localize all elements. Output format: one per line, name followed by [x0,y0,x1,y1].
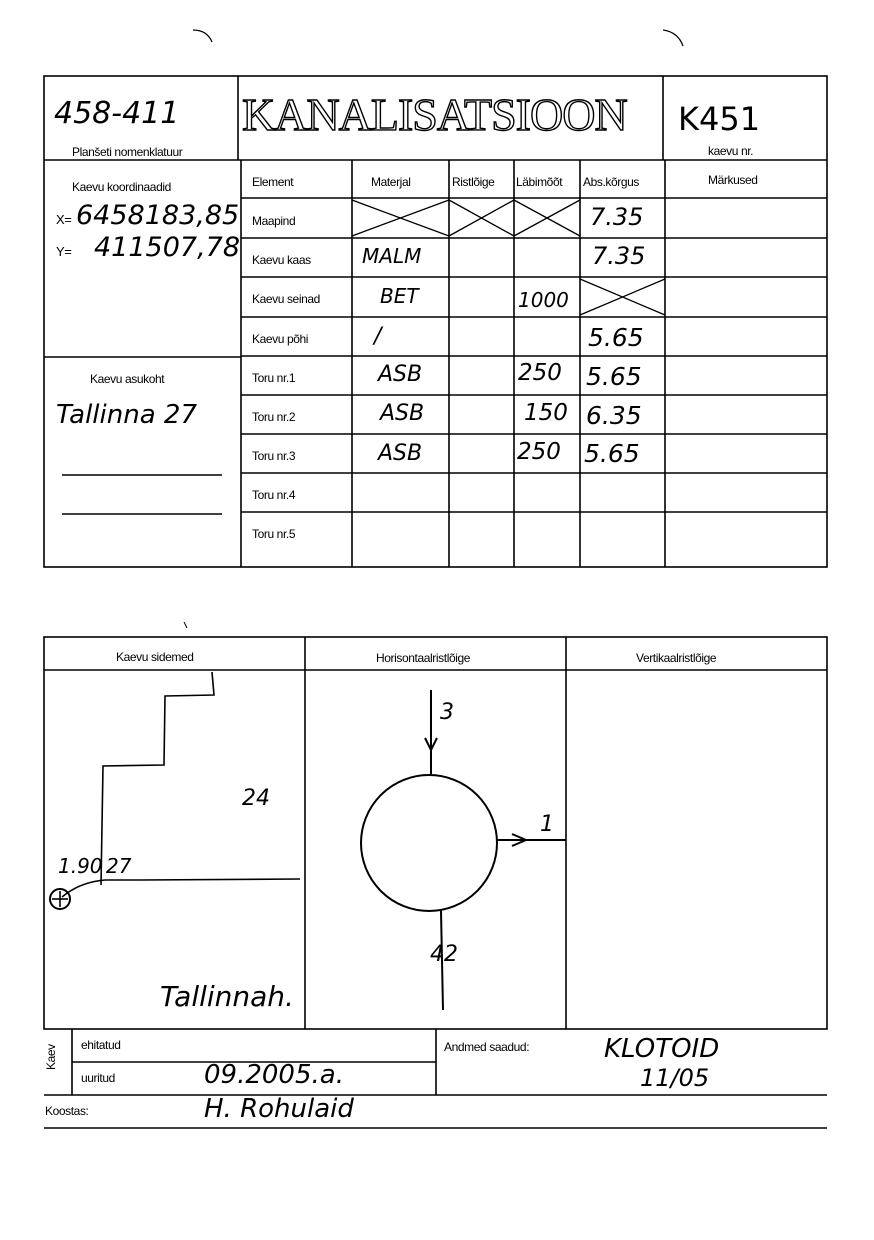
location-value: Tallinna 27 [56,400,197,430]
table-row: Toru nr.2 [252,410,296,424]
table-row: Toru nr.1 [252,371,296,385]
height-value: 5.65 [584,439,640,468]
plan-number: 458-411 [54,96,180,131]
address-number-label: 27 [106,854,132,878]
diameter-value: 250 [518,360,562,386]
table-row: Maapind [252,214,296,228]
well-side-label: Kaev [44,1044,58,1070]
material-value: / [374,324,382,349]
table-row: Kaevu kaas [252,253,311,267]
x-coordinate-value: 6458183,85 [76,200,240,231]
street-name-label: Tallinnah. [160,980,294,1013]
compiled-label: Koostas: [45,1104,89,1118]
diameter-value: 250 [517,439,561,465]
vertical-section-label: Vertikaalristlõige [636,651,717,665]
diameter-value: 1000 [518,288,569,312]
well-number: K451 [678,100,761,138]
header-element: Element [252,175,294,189]
built-label: ehitatud [81,1038,121,1052]
material-value: ASB [378,441,423,466]
height-value: 6.35 [586,401,642,430]
height-value: 7.35 [590,203,644,231]
height-value: 5.65 [588,323,644,352]
data-received-label: Andmed saadud: [444,1040,530,1054]
x-prefix: X= [56,212,72,227]
form-title: KANALISATSIOON [242,89,627,140]
material-value: BET [380,284,419,308]
table-row: Toru nr.5 [252,527,296,541]
compiled-value: H. Rohulaid [204,1094,354,1124]
depth-label: 1.90 [58,854,103,878]
data-date-value: 11/05 [640,1064,710,1092]
material-value: ASB [380,401,425,426]
header-abs-height: Abs.kõrgus [583,175,640,189]
pipe-1-label: 1 [540,812,554,837]
pipe-3-label: 3 [440,700,454,725]
location-label: Kaevu asukoht [90,372,165,386]
material-value: MALM [362,244,422,268]
data-source-value: KLOTOID [604,1034,720,1064]
surveyed-label: uuritud [81,1071,115,1085]
horizontal-section-label: Horisontaalristlõige [376,651,471,665]
y-coordinate-value: 411507,78 [94,232,241,263]
plan-label: Planšeti nomenklatuur [72,145,183,159]
material-value: ASB [378,362,423,387]
table-row: Toru nr.3 [252,449,296,463]
table-row: Kaevu põhi [252,332,309,346]
table-row: Kaevu seinad [252,292,320,306]
well-label: kaevu nr. [708,144,754,158]
header-material: Materjal [371,175,411,189]
pipe-2-label: 42 [430,942,458,967]
header-diameter: Läbimõõt [516,175,563,189]
table-row: Toru nr.4 [252,488,296,502]
coordinates-label: Kaevu koordinaadid [72,180,171,194]
header-cross-section: Ristlõige [452,175,495,189]
diameter-value: 150 [524,400,568,426]
header-notes: Märkused [708,173,758,187]
connections-label: Kaevu sidemed [116,650,194,664]
y-prefix: Y= [56,244,72,259]
surveyed-value: 09.2005.a. [204,1060,344,1090]
house-number-label: 24 [242,786,270,811]
height-value: 7.35 [592,242,646,270]
height-value: 5.65 [586,362,642,391]
